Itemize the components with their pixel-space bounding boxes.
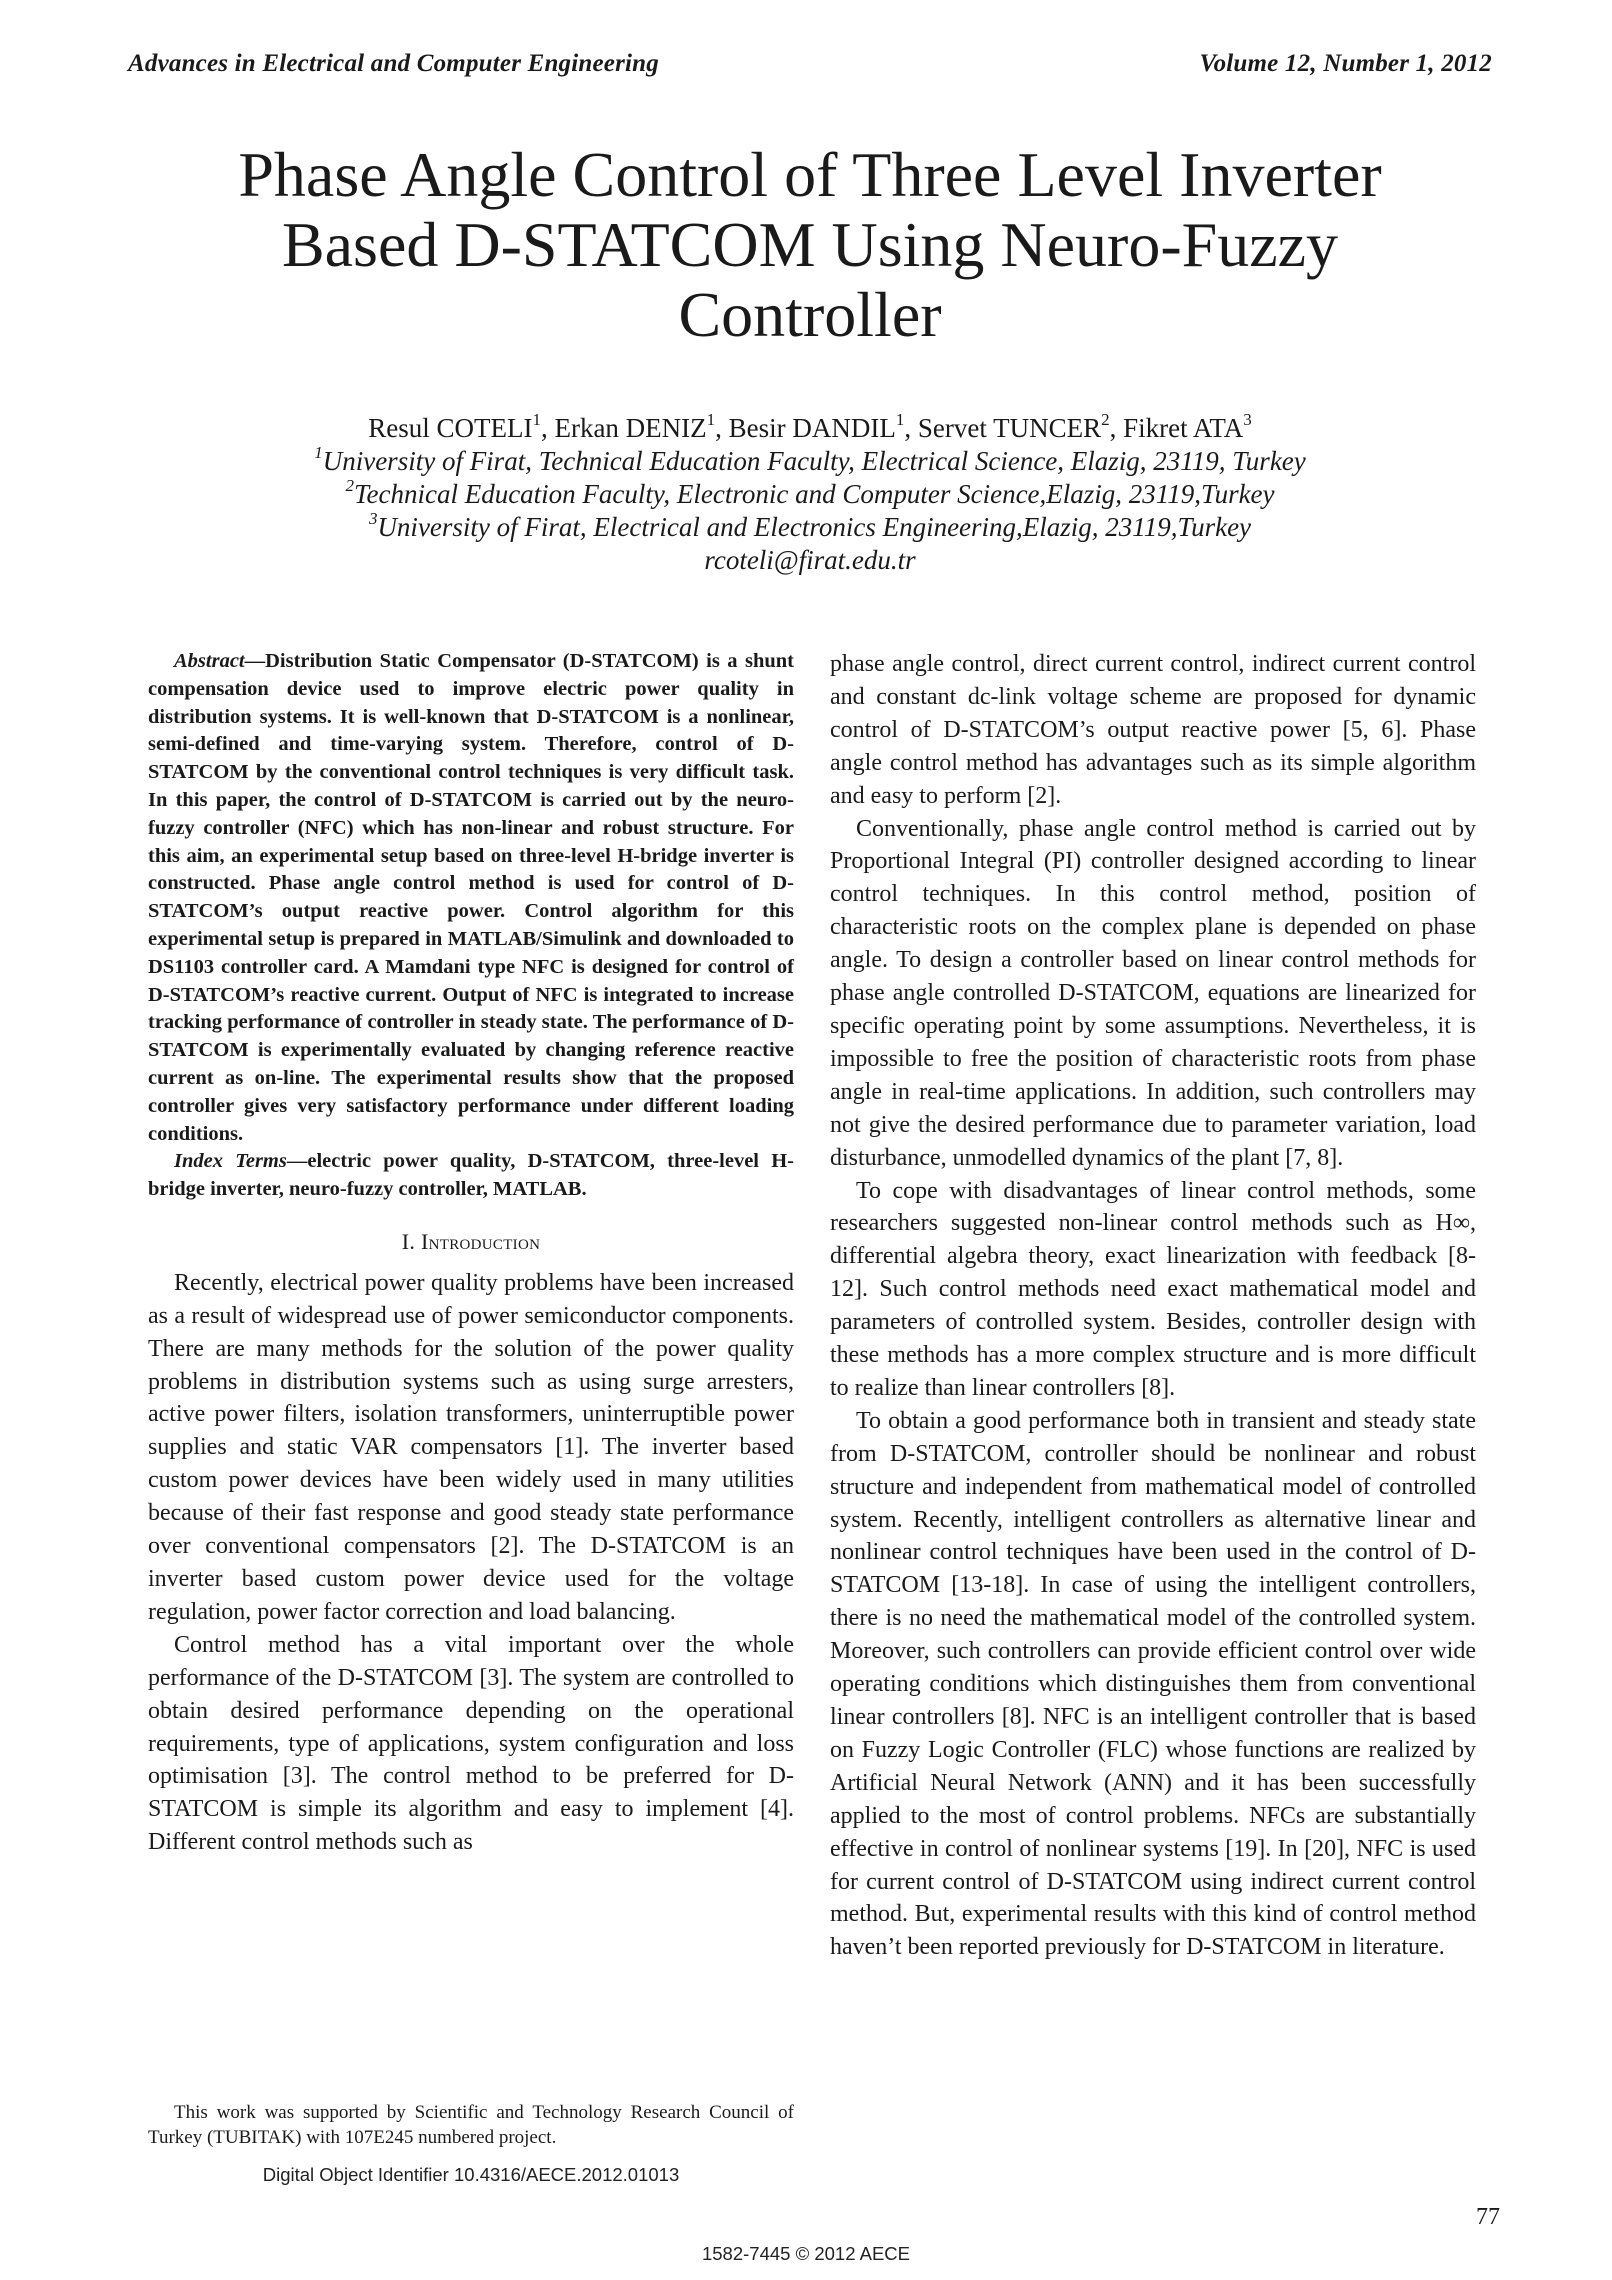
author-name: Servet TUNCER [917,413,1102,443]
author-affiliation-mark: 1 [706,410,716,429]
affiliation-mark: 1 [314,443,323,462]
right-column [830,648,1476,1964]
author-email[interactable]: rcoteli@firat.edu.tr [704,545,916,575]
body-paragraph: To cope with disadvantages of linear control methods, some researchers suggested non-linear control methods such as H∞, differential algebra theory, exact linearization with feedback [8-12]. Such control methods need exact mathematical model and parameters of controlled system. Besides, controller design with these methods has a more complex structure and is more difficult to realize than linear controllers [8]. [830,1177,1476,1401]
index-terms [148,1148,794,1204]
author-affiliation-mark: 1 [532,410,541,429]
index-terms-text: —electric power quality, D-STATCOM, three-level H-bridge inverter, neuro-fuzzy controller, MATLAB. [148,1150,794,1201]
affiliation-text: University of Firat, Technical Education Faculty, Electrical Science, Elazig, 23119, Turkey [322,446,1306,476]
volume-info: Volume 12, Number 1, 2012 [1199,50,1492,77]
author-block [150,412,1470,577]
author-separator: , [715,413,729,443]
doi[interactable]: Digital Object Identifier 10.4316/AECE.2012.01013 [262,2164,680,2185]
page-number: 77 [1476,2204,1500,2230]
title-line: Phase Angle Control of Three Level Inverter [238,139,1382,210]
affiliation-text: University of Firat, Electrical and Electronics Engineering,Elazig, 23119,Turkey [377,512,1252,542]
author-list [150,412,1470,445]
section-title: Introduction [420,1228,541,1254]
body-paragraph: Control method has a vital important over the whole performance of the D-STATCOM [3]. The system are controlled to obtain desired performance depending on the operational requirements, type of applications, system configuration and loss optimisation [3]. The control method to be preferred for D-STATCOM is simple its algorithm and easy to implement [4]. Different control methods such as [148,1631,794,1856]
author-name: Besir DANDIL [728,413,896,443]
author-name: Resul COTELI [368,413,533,443]
author-name: Erkan DENIZ [554,413,707,443]
title-line: Based D-STATCOM Using Neuro-Fuzzy [281,209,1339,280]
paper-title [150,140,1470,350]
author-name: Fikret ATA [1123,413,1244,443]
author-affiliation-mark: 3 [1243,410,1252,429]
abstract [148,648,794,1148]
funding-footnote: This work was supported by Scientific and Technology Research Council of Turkey (TUBITAK) with 107E245 numbered project. [148,2102,794,2148]
section-number: I. [401,1228,421,1254]
abstract-text: —Distribution Static Compensator (D-STATCOM) is a shunt compensation device used to improve electric power quality in distribution systems. It is well-known that D-STATCOM is a nonlinear, semi-defined and time-varying system. Therefore, control of D-STATCOM by the conventional control techniques is very difficult task. In this paper, the control of D-STATCOM is carried out by the neuro-fuzzy controller (NFC) which has non-linear and robust structure. For this aim, an experimental setup based on three-level H-bridge inverter is constructed. Phase angle control method is used for control of D-STATCOM’s output reactive power. Control algorithm for this experimental setup is prepared in MATLAB/Simulink and downloaded to DS1103 controller card. A Mamdani type NFC is designed for control of D-STATCOM’s reactive current. Output of NFC is integrated to increase tracking performance of controller in steady state. The performance of D-STATCOM is experimentally evaluated by changing reference reactive current as on-line. The experimental results show that the proposed controller gives very satisfactory performance under different loading conditions. [148,650,794,1145]
title-line: Controller [678,279,942,350]
abstract-label: Abstract [174,650,245,672]
section-heading [148,1226,794,1259]
left-column [148,648,794,1859]
index-terms-label: Index Terms [174,1150,287,1173]
body-paragraph: Conventionally, phase angle control method is carried out by Proportional Integral (PI) controller designed according to linear control techniques. In this control method, position of characteristic roots on the complex plane is depended on phase angle. To design a controller based on linear control methods for phase angle controlled D-STATCOM, equations are linearized for specific operating point by some assumptions. Nevertheless, it is impossible to free the position of characteristic roots from phase angle in real-time applications. In addition, such controllers may not give the desired performance due to parameter variation, load disturbance, unmodelled dynamics of the plant [7, 8]. [830,815,1476,1171]
affiliation [150,478,1470,511]
affiliation-text: Technical Education Faculty, Electronic and Computer Science,Elazig, 23119,Turkey [353,479,1275,509]
author-separator: , [1109,413,1124,443]
issn-copyright: 1582-7445 © 2012 AECE [701,2243,911,2264]
author-separator: , [540,413,555,443]
affiliation [150,511,1470,544]
author-separator: , [904,413,918,443]
author-affiliation-mark: 2 [1101,410,1110,429]
author-affiliation-mark: 1 [895,410,905,429]
affiliation-mark: 2 [345,476,354,495]
affiliation-mark: 3 [368,509,378,528]
body-paragraph: phase angle control, direct current control, indirect current control and constant dc-link voltage scheme are proposed for dynamic control of D-STATCOM’s output reactive power [5, 6]. Phase angle control method has advantages such as its simple algorithm and easy to perform [2]. [830,651,1476,809]
running-head [128,50,1492,78]
body-paragraph: Recently, electrical power quality problems have been increased as a result of widespread use of power semiconductor components. There are many methods for the solution of the power quality problems in distribution systems such as using surge arresters, active power filters, isolation transformers, uninterruptible power supplies and static VAR compensators [1]. The inverter based custom power devices have been widely used in many utilities because of their fast response and good steady state performance over conventional compensators [2]. The D-STATCOM is an inverter based custom power device used for the voltage regulation, power factor correction and load balancing. [148,1269,794,1625]
affiliation [150,445,1470,478]
body-paragraph: To obtain a good performance both in transient and steady state from D-STATCOM, controller should be nonlinear and robust structure and independent from mathematical model of controlled system. Recently, intelligent controllers as alternative linear and nonlinear control techniques have been used in the control of D-STATCOM [13-18]. In case of using the intelligent controllers, there is no need the mathematical model of the controlled system. Moreover, such controllers can provide efficient control over wide operating conditions which distinguishes them from conventional linear controllers [8]. NFC is an intelligent controller that is based on Fuzzy Logic Controller (FLC) whose functions are realized by Artificial Neural Network (ANN) and it has been successfully applied to the most of control problems. NFCs are substantially effective in control of nonlinear systems [19]. In [20], NFC is used for current control of D-STATCOM using indirect current control method. But, experimental results with this kind of control method haven’t been reported previously for D-STATCOM in literature. [830,1407,1476,1961]
journal-name: Advances in Electrical and Computer Engineering [128,50,659,77]
